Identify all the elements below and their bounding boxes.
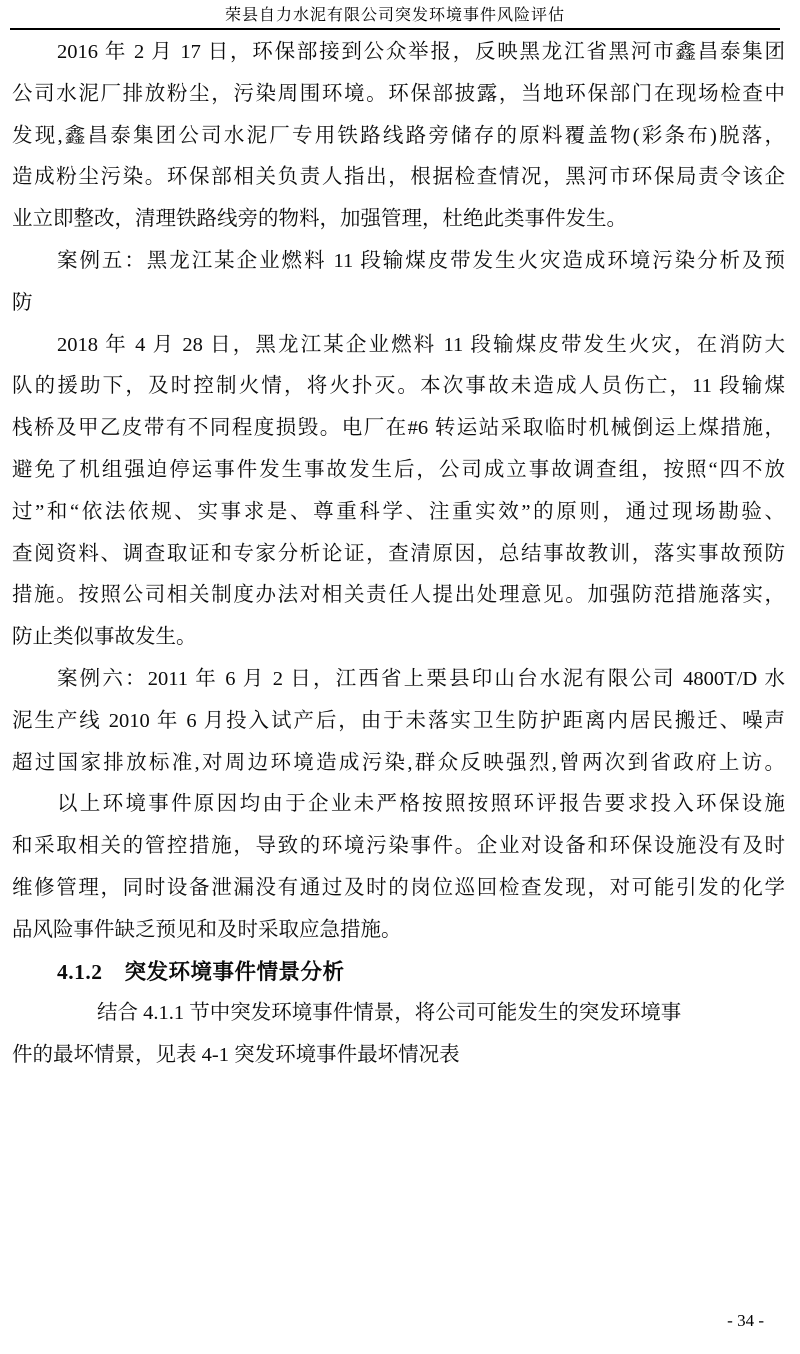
text-line: 超过国家排放标准,对周边环境造成污染,群众反映强烈,曾两次到省政府上访。 xyxy=(12,751,785,774)
text-line: 队的援助下，及时控制火情，将火扑灭。本次事故未造成人员伤亡，11 段输煤 xyxy=(12,375,785,398)
text-line: 以上环境事件原因均由于企业未严格按照按照环评报告要求投入环保设施 xyxy=(57,793,785,816)
text-line: 品风险事件缺乏预见和及时采取应急措施。 xyxy=(12,918,402,941)
page-footer xyxy=(727,1311,764,1331)
text-line: 件的最坏情景，见表 4-1 突发环境事件最坏情况表 xyxy=(12,1044,460,1067)
text-line: 和采取相关的管控措施，导致的环境污染事件。企业对设备和环保设施没有及时 xyxy=(12,835,785,858)
text-line: 措施。按照公司相关制度办法对相关责任人提出处理意见。加强防范措施落实， xyxy=(12,584,785,607)
text-line: 查阅资料、调查取证和专家分析论证，查清原因，总结事故教训，落实事故预防 xyxy=(12,542,785,565)
text-line: 发现,鑫昌泰集团公司水泥厂专用铁路线路旁储存的原料覆盖物(彩条布)脱落， xyxy=(12,124,785,147)
page-header xyxy=(10,0,780,30)
text-line: 案例五：黑龙江某企业燃料 11 段输煤皮带发生火灾造成环境污染分析及预 xyxy=(57,249,785,272)
text-line: 公司水泥厂排放粉尘，污染周围环境。环保部披露，当地环保部门在现场检查中 xyxy=(12,82,785,105)
text-line: 过”和“依法依规、实事求是、尊重科学、注重实效”的原则，通过现场勘验、 xyxy=(12,500,785,523)
document-body xyxy=(12,32,785,1077)
text-line: 2016 年 2 月 17 日，环保部接到公众举报，反映黑龙江省黑河市鑫昌泰集团 xyxy=(57,41,785,63)
text-line: 结合 4.1.1 节中突发环境事件情景，将公司可能发生的突发环境事 xyxy=(97,1002,682,1025)
text-line: 维修管理，同时设备泄漏没有通过及时的岗位巡回检查发现，对可能引发的化学 xyxy=(12,876,785,899)
text-line: 泥生产线 2010 年 6 月投入试产后，由于未落实卫生防护距离内居民搬迁、噪声 xyxy=(12,709,785,732)
section-heading: 4.1.2 突发环境事件情景分析 xyxy=(57,959,345,984)
text-line: 案例六：2011 年 6 月 2 日，江西省上栗县印山台水泥有限公司 4800T/D 水 xyxy=(57,667,785,690)
page-header-title: 荣县自力水泥有限公司突发环境事件风险评估 xyxy=(224,7,565,24)
text-line: 避免了机组强迫停运事件发生事故发生后，公司成立事故调查组，按照“四不放 xyxy=(12,458,785,481)
text-line: 造成粉尘污染。环保部相关负责人指出，根据检查情况，黑河市环保局责令该企 xyxy=(12,166,785,189)
text-line: 业立即整改，清理铁路线旁的物料，加强管理，杜绝此类事件发生。 xyxy=(12,208,627,231)
text-line: 防止类似事故发生。 xyxy=(12,626,197,649)
text-line: 栈桥及甲乙皮带有不同程度损毁。电厂在#6 转运站采取临时机械倒运上煤措施， xyxy=(12,417,785,440)
page-number: - 34 - xyxy=(727,1311,764,1330)
text-line: 防 xyxy=(12,291,33,314)
text-line: 2018 年 4 月 28 日，黑龙江某企业燃料 11 段输煤皮带发生火灾，在消防大 xyxy=(57,333,785,356)
